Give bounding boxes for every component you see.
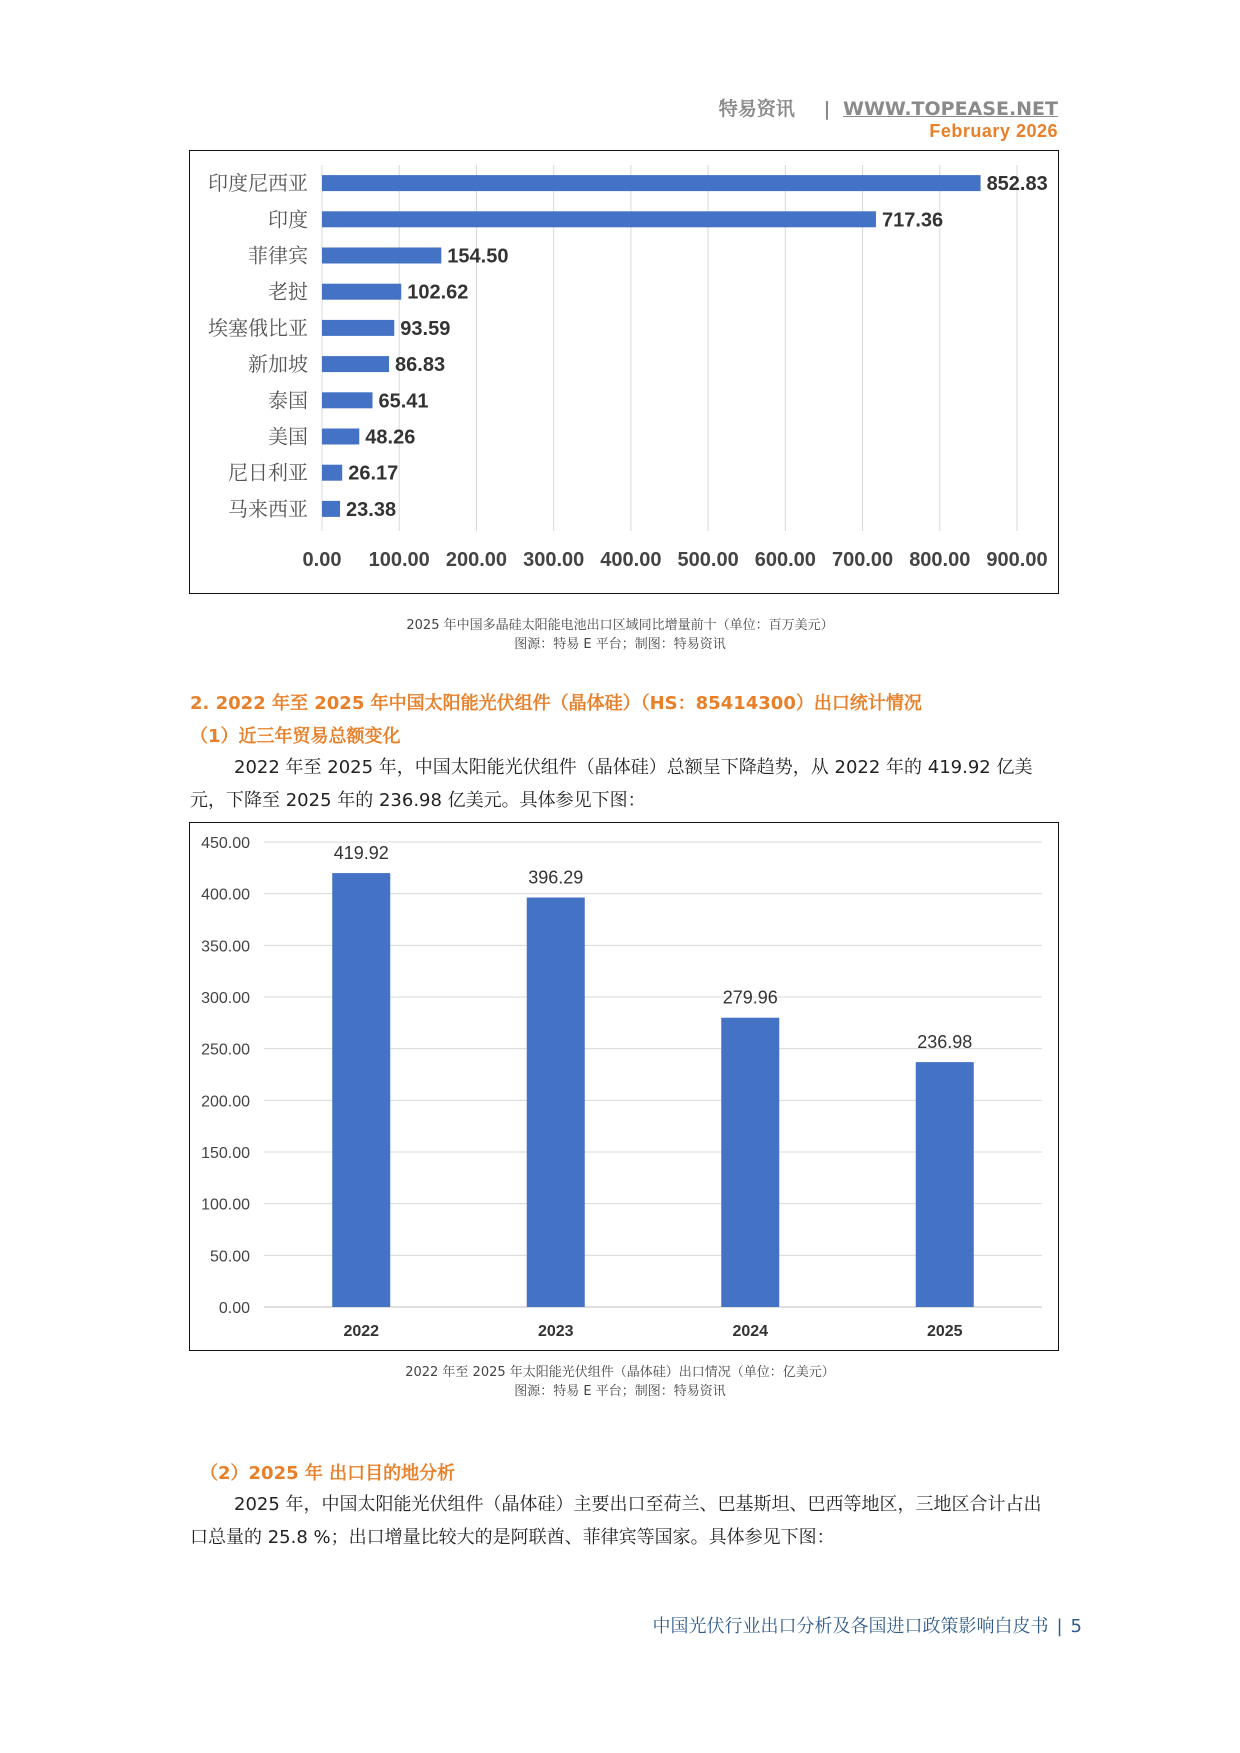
chart1-value-label: 48.26 xyxy=(365,426,416,449)
chart1-x-tick-label: 200.00 xyxy=(445,549,508,571)
section2-subtitle-1: （1）近三年贸易总额变化 xyxy=(190,726,401,747)
chart1-category-label: 老挝 xyxy=(268,281,308,304)
chart1-caption-title: 2025 年中国多晶硅太阳能电池出口区域同比增量前十（单位：百万美元） xyxy=(406,618,834,633)
header-date: February 2026 xyxy=(929,121,1058,141)
chart1-x-tick-label: 0.00 xyxy=(302,549,342,571)
chart2-category-label: 2024 xyxy=(732,1323,769,1340)
chart1-x-tick-label: 300.00 xyxy=(523,549,585,571)
chart1-x-tick-label: 900.00 xyxy=(986,549,1048,571)
chart1-value-label: 93.59 xyxy=(400,317,451,340)
chart1-category-label: 美国 xyxy=(268,426,308,449)
chart2-value-label: 279.96 xyxy=(722,987,778,1008)
chart1-caption-source: 图源：特易 E 平台；制图：特易资讯 xyxy=(514,637,726,652)
chart1-bar xyxy=(322,175,981,191)
section2-paragraph-1 xyxy=(190,751,1058,817)
chart2-y-tick-label: 100.00 xyxy=(201,1196,250,1214)
chart1-x-tick-label: 100.00 xyxy=(368,549,430,571)
chart1-bar xyxy=(322,211,876,227)
chart2-bar xyxy=(916,1062,974,1307)
chart2-y-tick-label: 50.00 xyxy=(209,1248,250,1266)
chart1-bar xyxy=(322,320,394,336)
chart1-value-label: 26.17 xyxy=(348,462,399,485)
chart2-y-tick-label: 0.00 xyxy=(218,1300,250,1317)
chart2-bar xyxy=(721,1018,779,1307)
footer-title: 中国光伏行业出口分析及各国进口政策影响白皮书 xyxy=(652,1616,1049,1637)
chart1-x-tick-label: 800.00 xyxy=(909,549,971,571)
chart1-category-label: 尼日利亚 xyxy=(228,462,308,485)
chart2-caption-source: 图源：特易 E 平台；制图：特易资讯 xyxy=(514,1384,726,1399)
chart2-y-tick-label: 250.00 xyxy=(201,1041,250,1059)
chart1-category-label: 菲律宾 xyxy=(248,245,308,268)
chart1-bar xyxy=(322,284,401,300)
chart1-category-label: 泰国 xyxy=(268,390,308,413)
footer-separator: | xyxy=(1056,1616,1063,1637)
chart2-category-label: 2022 xyxy=(343,1323,380,1340)
chart2-y-tick-label: 150.00 xyxy=(201,1145,250,1162)
chart-top-ten-increase xyxy=(189,150,1059,594)
section2-title: 2. 2022 年至 2025 年中国太阳能光伏组件（晶体硅）（HS：85414300）出口统计情况 xyxy=(190,693,922,714)
chart2-category-label: 2025 xyxy=(926,1323,963,1340)
chart1-x-tick-label: 400.00 xyxy=(600,549,662,571)
header-brand-line xyxy=(719,94,1058,121)
chart1-bar xyxy=(322,248,441,264)
chart1-x-tick-label: 500.00 xyxy=(677,549,739,571)
chart2-y-tick-label: 450.00 xyxy=(201,835,250,852)
chart1-value-label: 102.62 xyxy=(407,281,469,304)
chart2-bar xyxy=(527,898,585,1307)
paragraph-2-text: 2025 年，中国太阳能光伏组件（晶体硅）主要出口至荷兰、巴基斯坦、巴西等地区，三地区合计占出口总量的 25.8 %；出口增量比较大的是阿联酋、菲律宾等国家。具体参见下图： xyxy=(190,1494,1042,1548)
chart2-svg xyxy=(190,823,1058,1350)
chart-export-totals xyxy=(189,822,1059,1351)
chart1-caption xyxy=(0,616,1240,654)
chart1-category-label: 马来西亚 xyxy=(228,498,308,521)
chart1-bar xyxy=(322,356,389,372)
chart2-category-label: 2023 xyxy=(537,1323,574,1340)
chart2-y-tick-label: 400.00 xyxy=(201,886,250,904)
chart1-value-label: 852.83 xyxy=(986,173,1048,196)
chart2-caption xyxy=(0,1363,1240,1401)
chart1-x-tick-label: 600.00 xyxy=(754,549,816,571)
paragraph-1-text: 2022 年至 2025 年，中国太阳能光伏组件（晶体硅）总额呈下降趋势，从 2022 年的 419.92 亿美元，下降至 2025 年的 236.98 亿美元。具体参见下图： xyxy=(190,757,1033,811)
chart1-value-label: 717.36 xyxy=(881,209,944,232)
header-separator: | xyxy=(823,98,831,120)
chart2-value-label: 419.92 xyxy=(333,843,389,864)
chart2-caption-title: 2022 年至 2025 年太阳能光伏组件（晶体硅）出口情况（单位：亿美元） xyxy=(405,1365,835,1380)
chart1-value-label: 86.83 xyxy=(395,354,446,377)
chart2-value-label: 236.98 xyxy=(917,1032,973,1053)
page-number: 5 xyxy=(1070,1616,1082,1637)
chart1-value-label: 23.38 xyxy=(346,498,397,521)
chart1-bar xyxy=(322,501,340,517)
chart1-bar xyxy=(322,465,342,481)
section2-subtitle-2: （2）2025 年 出口目的地分析 xyxy=(200,1463,456,1484)
chart1-bar xyxy=(322,429,359,445)
chart1-value-label: 65.41 xyxy=(378,390,429,413)
site-link[interactable]: WWW.TOPEASE.NET xyxy=(843,98,1058,120)
brand-name: 特易资讯 xyxy=(718,98,795,120)
chart1-x-tick-label: 700.00 xyxy=(831,549,894,571)
chart2-y-tick-label: 300.00 xyxy=(201,990,250,1007)
section2-paragraph-2 xyxy=(190,1488,1058,1554)
chart1-category-label: 新加坡 xyxy=(248,354,308,377)
chart1-bar xyxy=(322,392,373,408)
footer xyxy=(652,1612,1082,1638)
chart2-y-tick-label: 350.00 xyxy=(201,938,250,956)
chart1-svg xyxy=(190,151,1058,593)
chart1-value-label: 154.50 xyxy=(447,245,509,268)
chart2-bar xyxy=(332,873,390,1307)
chart1-category-label: 印度 xyxy=(268,209,308,232)
chart2-value-label: 396.29 xyxy=(528,867,584,888)
chart2-y-tick-label: 200.00 xyxy=(201,1093,250,1111)
chart1-category-label: 埃塞俄比亚 xyxy=(208,317,308,340)
chart1-category-label: 印度尼西亚 xyxy=(208,173,308,196)
